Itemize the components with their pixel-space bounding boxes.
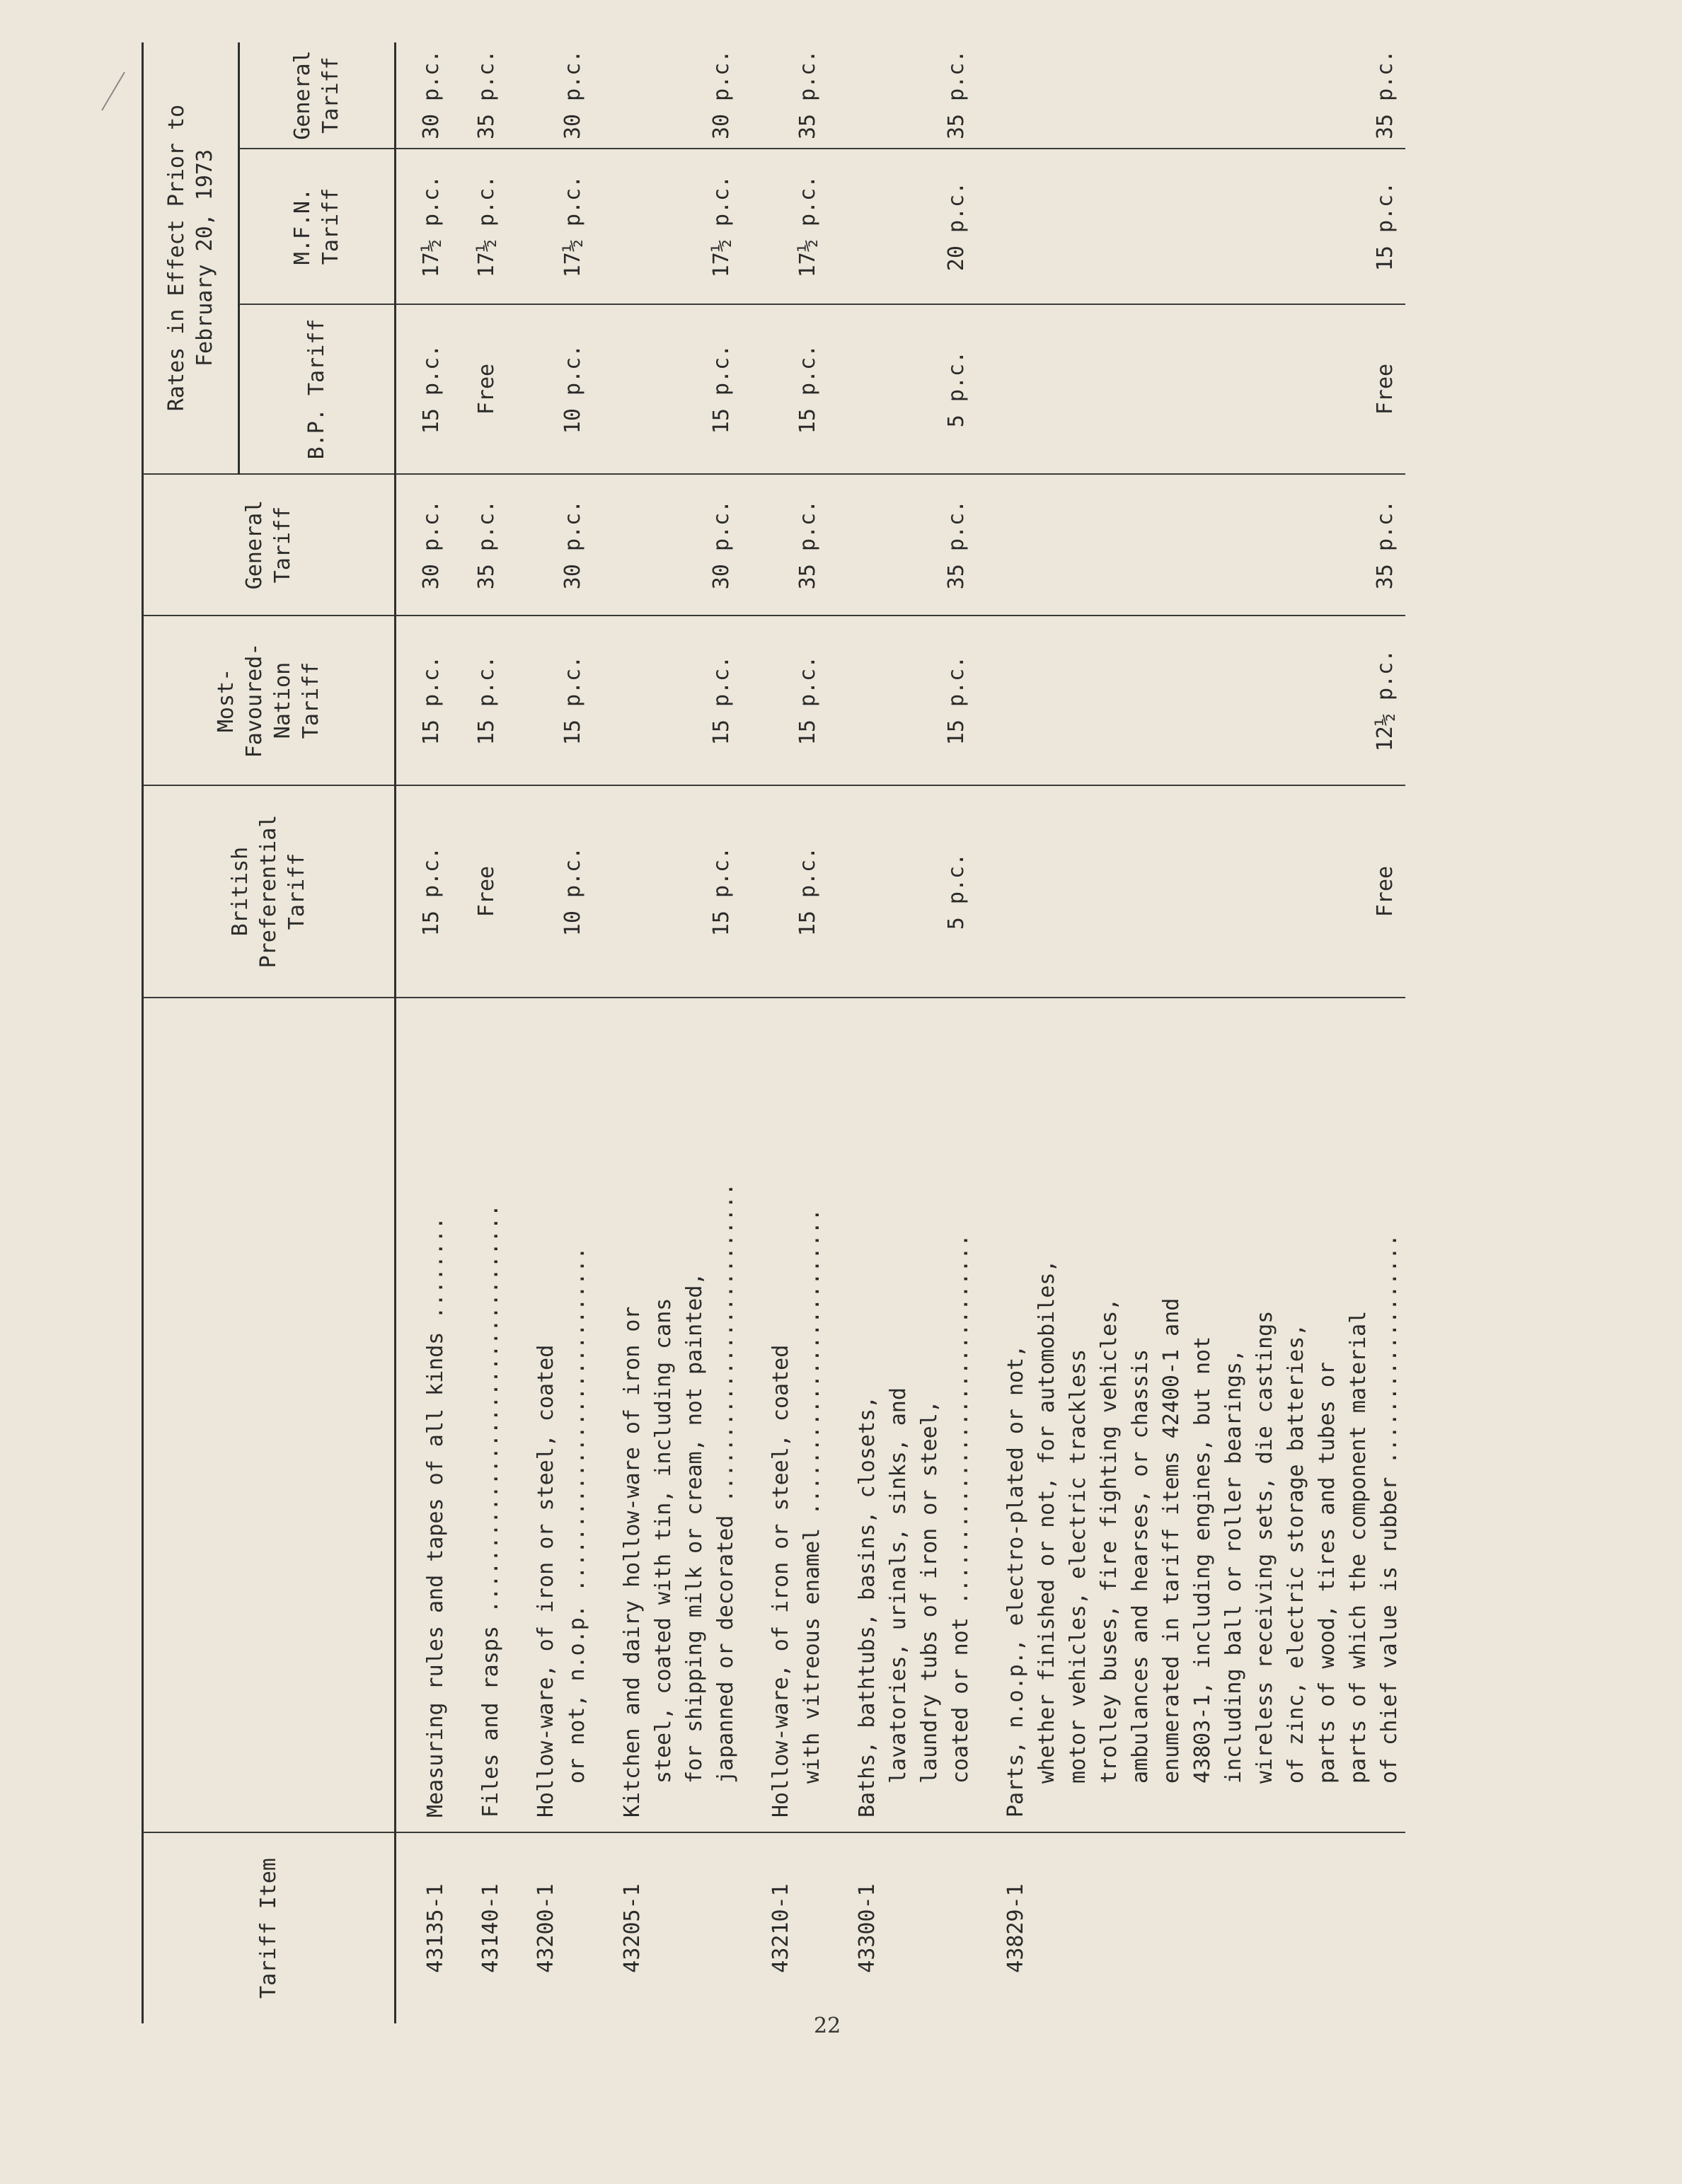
rate-prior-bp: 5 p.c. bbox=[828, 304, 977, 474]
header-description bbox=[143, 998, 396, 1832]
rate-prior-general: 30 p.c. bbox=[593, 42, 742, 149]
rate-general: 35 p.c. bbox=[828, 474, 977, 616]
rate-prior-mfn: 15 p.c. bbox=[977, 149, 1405, 304]
rate-british-preferential: 5 p.c. bbox=[828, 785, 977, 998]
rate-british-preferential: 15 p.c. bbox=[593, 785, 742, 998]
rate-most-favoured-nation: 15 p.c. bbox=[396, 616, 452, 785]
tariff-item-number: 43300-1 bbox=[855, 1883, 880, 1973]
description-line: laundry tubs of iron or steel, bbox=[917, 1400, 942, 1784]
description-line: with vitreous enamel ........................ bbox=[800, 1208, 824, 1784]
rate-prior-bp: 15 p.c. bbox=[396, 304, 452, 474]
table-row bbox=[977, 42, 1405, 2023]
description-line: Baths, bathtubs, basins, closets, bbox=[855, 1395, 880, 1818]
header-tariff-item: Tariff Item bbox=[143, 1832, 396, 2023]
item-description bbox=[742, 998, 828, 1832]
rate-general: 35 p.c. bbox=[451, 474, 507, 616]
description-line: including ball or roller bearings, bbox=[1221, 1348, 1246, 1784]
table-row bbox=[742, 42, 828, 2023]
rate-most-favoured-nation: 15 p.c. bbox=[451, 616, 507, 785]
description-line: or not, n.o.p. ........................... bbox=[565, 1247, 589, 1784]
rate-prior-general: 35 p.c. bbox=[828, 42, 977, 149]
item-description bbox=[593, 998, 742, 1832]
rate-british-preferential: Free bbox=[977, 785, 1405, 998]
table-row bbox=[593, 42, 742, 2023]
rate-british-preferential: 15 p.c. bbox=[396, 785, 452, 998]
rate-most-favoured-nation: 15 p.c. bbox=[828, 616, 977, 785]
description-line: wireless receiving sets, die castings bbox=[1252, 1310, 1277, 1784]
header-row bbox=[143, 42, 239, 2023]
header-prior-rates: Rates in Effect Prior to February 20, 1973 bbox=[143, 42, 239, 474]
description-line: japanned or decorated ......................... bbox=[713, 1183, 738, 1784]
item-description bbox=[977, 998, 1405, 1832]
rate-prior-mfn: 20 p.c. bbox=[828, 149, 977, 304]
description-line: Parts, n.o.p., electro-plated or not, bbox=[1003, 1344, 1028, 1818]
rate-most-favoured-nation: 15 p.c. bbox=[507, 616, 593, 785]
header-british-preferential: British Preferential Tariff bbox=[143, 785, 396, 998]
tariff-item-number: 43140-1 bbox=[478, 1883, 503, 1973]
header-prior-general: General Tariff bbox=[239, 42, 396, 149]
rate-prior-general: 35 p.c. bbox=[451, 42, 507, 149]
description-line: coated or not ............................. bbox=[948, 1234, 973, 1784]
tariff-table bbox=[142, 42, 1405, 2023]
description-line: parts of which the component material bbox=[1346, 1310, 1371, 1784]
rate-most-favoured-nation: 15 p.c. bbox=[742, 616, 828, 785]
rate-prior-bp: Free bbox=[977, 304, 1405, 474]
description-line: Kitchen and dairy hollow-ware of iron or bbox=[620, 1306, 645, 1818]
rate-prior-bp: Free bbox=[451, 304, 507, 474]
tariff-item-number: 43829-1 bbox=[1003, 1883, 1028, 1973]
page-number: 22 bbox=[814, 2013, 841, 2038]
tariff-item-number: 43135-1 bbox=[423, 1883, 448, 1973]
description-line: Measuring rules and tapes of all kinds ........ bbox=[423, 1217, 448, 1818]
rate-most-favoured-nation: 15 p.c. bbox=[593, 616, 742, 785]
rate-prior-bp: 15 p.c. bbox=[593, 304, 742, 474]
rate-prior-general: 35 p.c. bbox=[977, 42, 1405, 149]
table-row bbox=[451, 42, 507, 2023]
description-line: for shipping milk or cream, not painted, bbox=[682, 1272, 707, 1784]
rate-prior-mfn: 17½ p.c. bbox=[742, 149, 828, 304]
description-line: motor vehicles, electric trackless bbox=[1066, 1348, 1090, 1784]
rate-prior-mfn: 17½ p.c. bbox=[396, 149, 452, 304]
rate-prior-general: 30 p.c. bbox=[507, 42, 593, 149]
rate-prior-mfn: 17½ p.c. bbox=[507, 149, 593, 304]
description-line: parts of wood, tires and tubes or bbox=[1315, 1361, 1340, 1784]
tariff-item-number: 43205-1 bbox=[620, 1883, 645, 1973]
description-line: Hollow-ware, of iron or steel, coated bbox=[534, 1344, 558, 1818]
table-row bbox=[507, 42, 593, 2023]
rate-general: 30 p.c. bbox=[593, 474, 742, 616]
description-line: steel, coated with tin, including cans bbox=[651, 1298, 676, 1784]
rate-general: 35 p.c. bbox=[977, 474, 1405, 616]
rate-british-preferential: 15 p.c. bbox=[742, 785, 828, 998]
description-line: trolley buses, fire fighting vehicles, bbox=[1097, 1298, 1122, 1784]
header-general: General Tariff bbox=[143, 474, 396, 616]
tariff-item-number: 43200-1 bbox=[534, 1883, 558, 1973]
rate-prior-bp: 15 p.c. bbox=[742, 304, 828, 474]
pen-mark-icon bbox=[99, 71, 127, 113]
rate-most-favoured-nation: 12½ p.c. bbox=[977, 616, 1405, 785]
rate-prior-bp: 10 p.c. bbox=[507, 304, 593, 474]
rotated-tariff-table-container bbox=[142, 42, 1521, 2023]
rate-prior-general: 35 p.c. bbox=[742, 42, 828, 149]
header-prior-mfn: M.F.N. Tariff bbox=[239, 149, 396, 304]
item-description bbox=[828, 998, 977, 1832]
rate-prior-mfn: 17½ p.c. bbox=[451, 149, 507, 304]
description-line: Files and rasps ................................ bbox=[478, 1204, 503, 1818]
table-row bbox=[828, 42, 977, 2023]
header-most-favoured-nation: Most- Favoured- Nation Tariff bbox=[143, 616, 396, 785]
description-line: Hollow-ware, of iron or steel, coated bbox=[768, 1344, 793, 1818]
description-line: 43803-1, including engines, but not bbox=[1190, 1336, 1215, 1784]
rate-prior-general: 30 p.c. bbox=[396, 42, 452, 149]
rate-general: 30 p.c. bbox=[507, 474, 593, 616]
table-body bbox=[396, 42, 1406, 2023]
description-line: ambulances and hearses, or chassis bbox=[1128, 1348, 1153, 1784]
description-line: whether finished or not, for automobiles, bbox=[1035, 1259, 1059, 1784]
description-line: of zinc, electric storage batteries, bbox=[1284, 1323, 1308, 1784]
header-prior-bp: B.P. Tariff bbox=[239, 304, 396, 474]
description-line: lavatories, urinals, sinks, and bbox=[886, 1387, 911, 1784]
item-description bbox=[396, 998, 452, 1832]
description-line: of chief value is rubber .................. bbox=[1377, 1234, 1402, 1784]
rate-british-preferential: Free bbox=[451, 785, 507, 998]
tariff-item-number: 43210-1 bbox=[768, 1883, 793, 1973]
rate-british-preferential: 10 p.c. bbox=[507, 785, 593, 998]
description-line: enumerated in tariff items 42400-1 and bbox=[1159, 1298, 1184, 1784]
item-description bbox=[451, 998, 507, 1832]
rate-general: 35 p.c. bbox=[742, 474, 828, 616]
rate-prior-mfn: 17½ p.c. bbox=[593, 149, 742, 304]
rate-general: 30 p.c. bbox=[396, 474, 452, 616]
item-description bbox=[507, 998, 593, 1832]
table-row bbox=[396, 42, 452, 2023]
